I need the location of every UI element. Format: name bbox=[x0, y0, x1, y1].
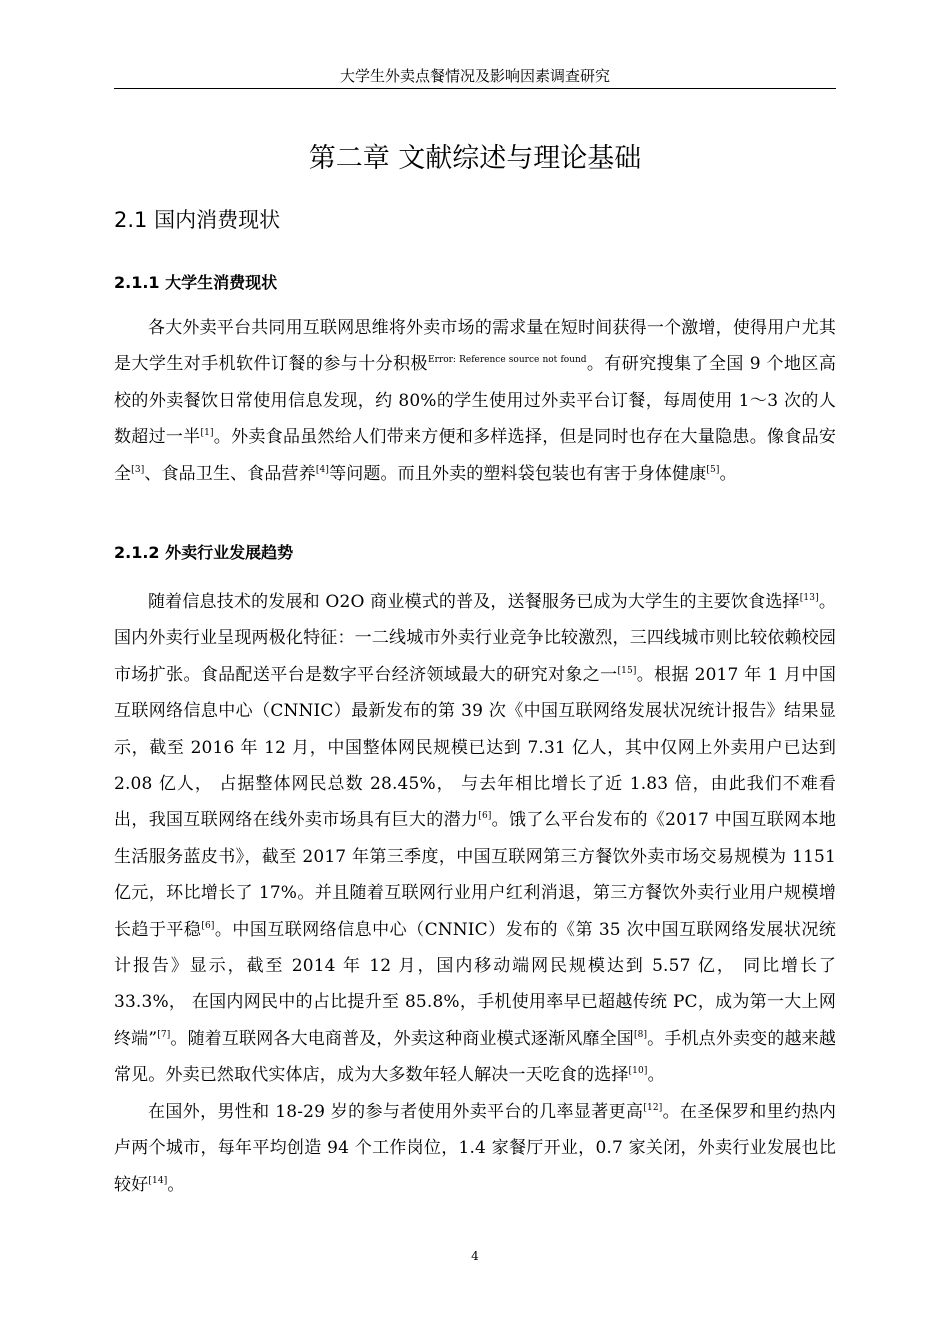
section-heading: 2.1 国内消费现状 bbox=[114, 208, 281, 232]
body-text-block bbox=[114, 310, 836, 492]
citation: [12] bbox=[643, 1102, 663, 1113]
citation: [3] bbox=[131, 464, 145, 475]
citation: [6] bbox=[478, 811, 492, 822]
citation: [14] bbox=[148, 1175, 168, 1186]
citation: [8] bbox=[633, 1029, 648, 1040]
citation: [15] bbox=[617, 665, 637, 676]
citation: [5] bbox=[706, 464, 720, 475]
body-text-block bbox=[114, 584, 836, 1203]
subsection-heading: 2.1.1 大学生消费现状 bbox=[114, 273, 278, 292]
citation: [6] bbox=[201, 920, 215, 931]
citation-error: Error: Reference source not found bbox=[428, 355, 587, 366]
citation: [1] bbox=[200, 428, 214, 439]
subsection-heading: 2.1.2 外卖行业发展趋势 bbox=[114, 543, 294, 562]
chapter-title: 第二章 文献综述与理论基础 bbox=[308, 143, 642, 174]
paragraph: 各大外卖平台共同用互联网思维将外卖市场的需求量在短时间获得一个激增，使得用户尤其是大学生对手机软件订餐的参与十分积极$^{Error: Reference source not found}$。有研究搜集了全国 9 个地区高校的外卖餐饮日常使用信息发现，约 80%的学生使用过外卖平台订餐，每周使用 1～3 次的人数超过一半[1]。外卖食品虽然给人们带来方便和多样选择，但是同时也存在大量隐患。像食品安全[3]、食品卫生、食品营养[4]等问题。而且外卖的塑料袋包装也有害于身体健康[5]。 bbox=[114, 318, 837, 484]
citation: [7] bbox=[157, 1029, 171, 1040]
citation: [4] bbox=[315, 464, 330, 475]
paragraph: 在国外，男性和 18-29 岁的参与者使用外卖平台的几率显著更高[12]。在圣保罗和里约热内卢两个城市，每年平均创造 94 个工作岗位，1.4 家餐厅开业，0.7 家关闭，外卖行业发展也比较好[14]。 bbox=[114, 1101, 836, 1195]
page-number: 4 bbox=[471, 1249, 479, 1263]
header-divider bbox=[114, 88, 836, 89]
paragraph: 随着信息技术的发展和 O2O 商业模式的普及，送餐服务已成为大学生的主要饮食选择[13]。国内外卖行业呈现两极化特征：一二线城市外卖行业竞争比较激烈，三四线城市则比较依赖校园市场扩张。食品配送平台是数字平台经济领域最大的研究对象之一[15]。根据 2017 年 1 月中国互联网络信息中心（CNNIC）最新发布的第 39 次《中国互联网络发展状况统计报告》结果显示，截至 2016 年 12 月，中国整体网民规模已达到 7.31 亿人，其中仅网上外卖用户已达到 2.08 亿人， 占据整体网民总数 28.45%， 与去年相比增长了近 1.83 倍，由此我们不难看出，我国互联网络在线外卖市场具有巨大的潜力[6]。饿了么平台发布的《2017 中国互联网本地生活服务蓝皮书》，截至 2017 年第三季度，中国互联网第三方餐饮外卖市场交易规模为 1151 亿元，环比增长了 17%。并且随着互联网行业用户红利消退，第三方餐饮外卖行业用户规模增长趋于平稳[6]。中国互联网络信息中心（CNNIC）发布的《第 35 次中国互联网络发展状况统计报告》显示，截至 2014 年 12 月，国内移动端网民规模达到 5.57 亿， 同比增长了 33.3%， 在国内网民中的占比提升至 85.8%，手机使用率早已超越传统 PC，成为第一大上网终端”[7]。随着互联网各大电商普及，外卖这种商业模式逐渐风靡全国[8]。手机点外卖变的越来越常见。外卖已然取代实体店，成为大多数年轻人解决一天吃食的选择[10]。 bbox=[114, 592, 836, 1086]
citation: [10] bbox=[628, 1066, 648, 1077]
running-header: 大学生外卖点餐情况及影响因素调查研究 bbox=[339, 67, 610, 85]
citation: [13] bbox=[799, 593, 819, 603]
